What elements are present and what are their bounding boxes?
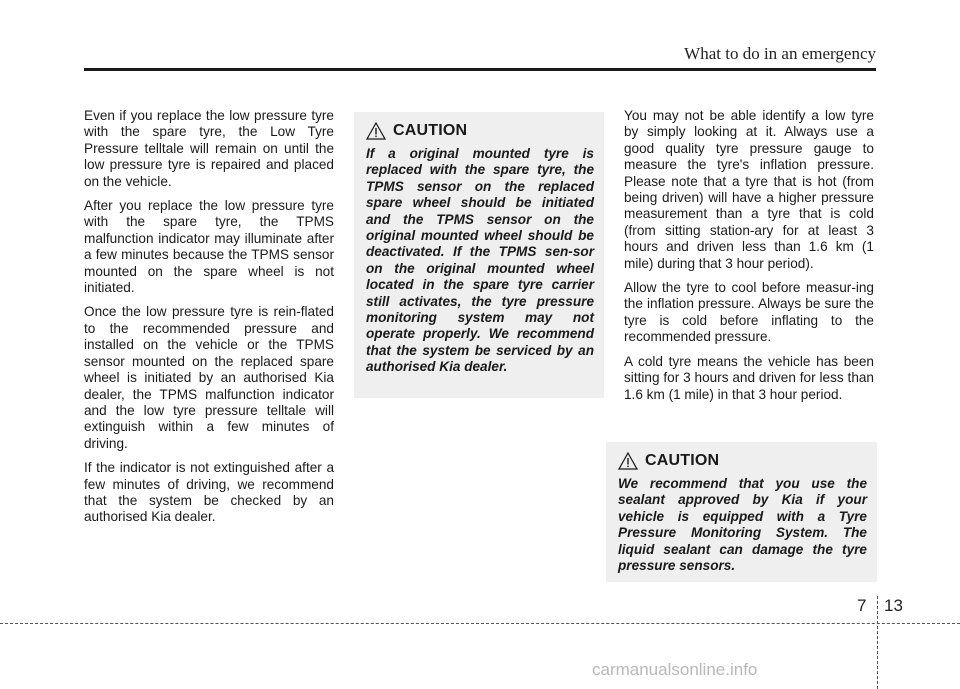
page-number: 13	[884, 596, 903, 615]
caution-box-tpms-sensor	[354, 112, 604, 398]
warning-triangle-icon	[366, 122, 386, 140]
paragraph: If the indicator is not extinguished after a few minutes of driving, we recommend that the system be checked by an authorised Kia dealer.	[84, 460, 334, 525]
chapter-number: 7	[857, 596, 867, 615]
paragraph: A cold tyre means the vehicle has been sitting for 3 hours and driven for less than 1.6 km (1 mile) in that 3 hour period.	[624, 353, 874, 402]
caution-heading	[366, 122, 594, 140]
footer-divider	[877, 596, 878, 689]
paragraph: Once the low pressure tyre is rein-flated to the recommended pressure and installed on the vehicle or the TPMS sensor mounted on the replaced spare wheel is initiated by an authorised Kia dealer, the TPMS malfunction indicator and the low tyre pressure telltale will extinguish within a few minutes of driving.	[84, 304, 334, 451]
caution-title: CAUTION	[393, 122, 468, 139]
paragraph: Even if you replace the low pressure tyre with the spare tyre, the Low Tyre Pressure telltale will remain on until the low pressure tyre is repaired and placed on the vehicle.	[84, 108, 334, 189]
paragraph: After you replace the low pressure tyre with the spare tyre, the TPMS malfunction indicator may illuminate after a few minutes because the TPMS sensor mounted on the spare wheel is not initiated.	[84, 198, 334, 296]
caution-text: We recommend that you use the sealant approved by Kia if your vehicle is equipped with a Tyre Pressure Monitoring System. The liquid sealant can damage the tyre pressure sensors.	[618, 476, 867, 574]
header-rule	[84, 68, 876, 71]
paragraph: You may not be able identify a low tyre by simply looking at it. Always use a good quality tyre pressure gauge to measure the tyre's inflation pressure. Please note that a tyre that is hot (from being driven) will have a higher pressure measurement than a tyre that is cold (from sitting station-ary for at least 3 hours and driven less than 1.6 km (1 mile) during that 3 hour period).	[624, 108, 874, 271]
watermark-link[interactable]: carmanualsonline.info	[592, 660, 758, 679]
caution-title: CAUTION	[645, 452, 720, 469]
warning-triangle-icon	[618, 452, 638, 470]
right-column	[624, 108, 874, 411]
caution-box-sealant	[606, 442, 877, 582]
left-column	[84, 108, 334, 534]
caution-heading	[618, 452, 867, 470]
paragraph: Allow the tyre to cool before measur-ing the inflation pressure. Always be sure the tyre is cold before inflating to the recommended pressure.	[624, 280, 874, 345]
footer-rule	[0, 623, 960, 624]
section-header-title: What to do in an emergency	[684, 44, 876, 63]
caution-text: If a original mounted tyre is replaced with the spare tyre, the TPMS sensor on the replaced spare wheel should be initiated and the TPMS sensor on the original mounted wheel should be deactivated. If the TPMS sen-sor on the original mounted wheel located in the spare tyre carrier still activates, the tyre pressure monitoring system may not operate properly. We recommend that the system be serviced by an authorised Kia dealer.	[366, 146, 594, 375]
